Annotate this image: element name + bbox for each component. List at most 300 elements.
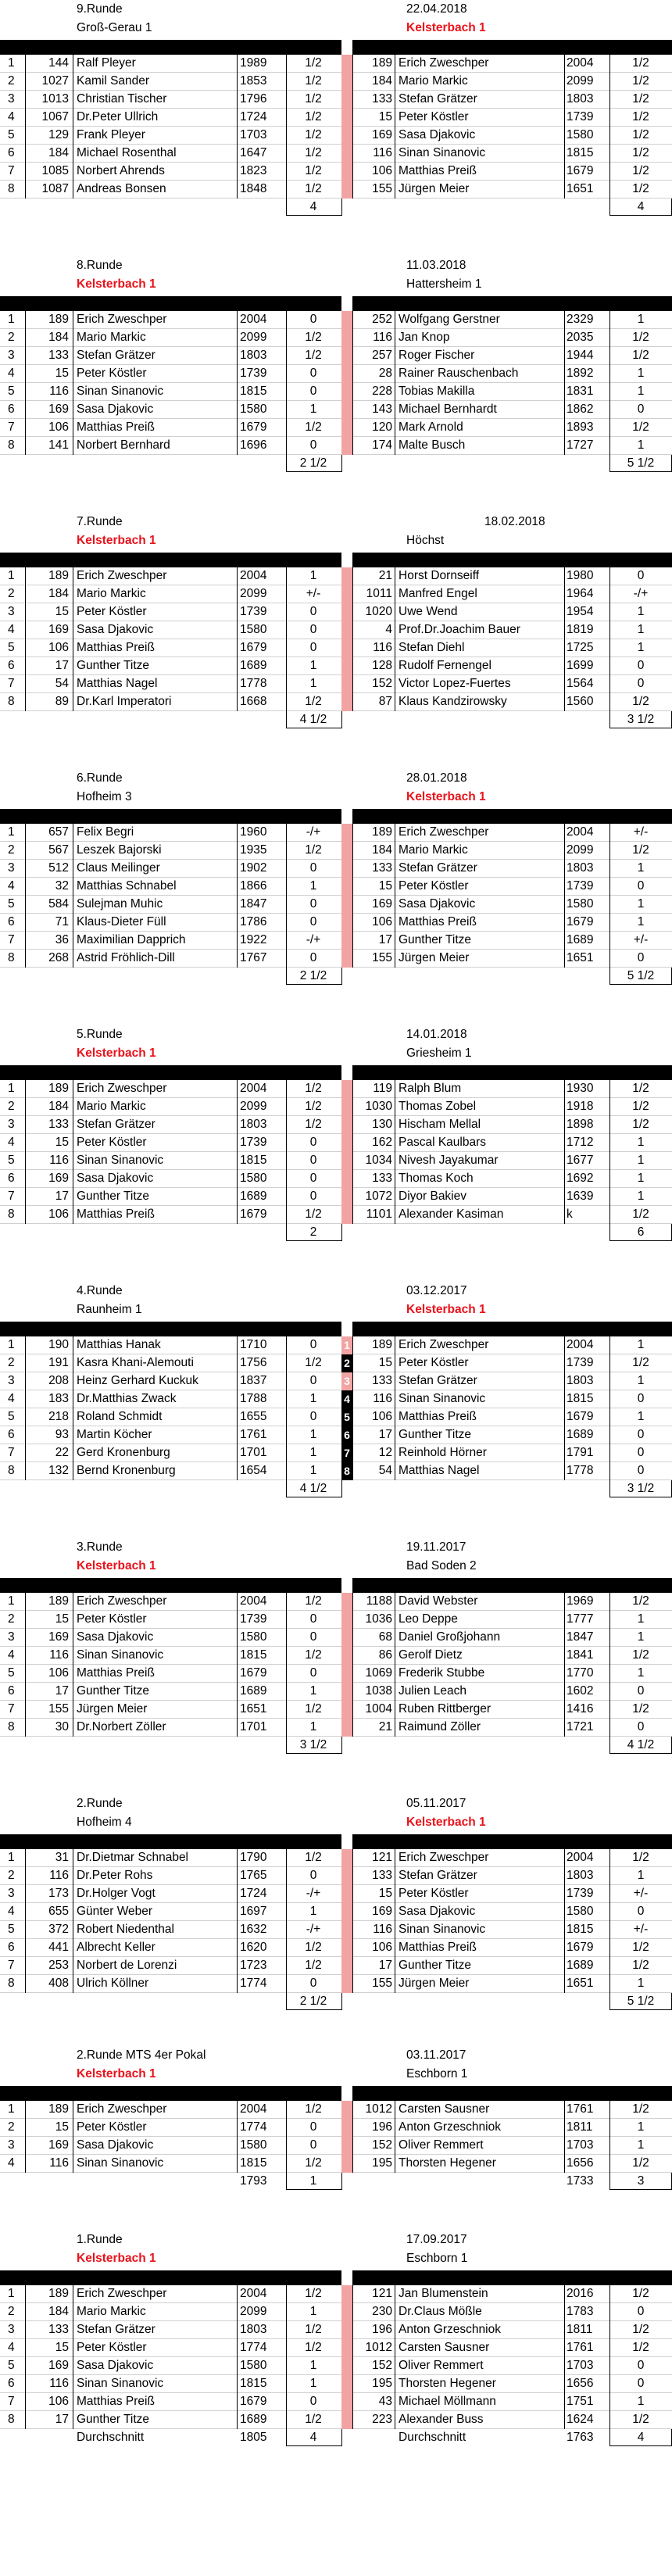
grid-line (609, 1975, 610, 1993)
grid-line (237, 1867, 238, 1885)
grid-line (286, 639, 287, 657)
player-id: 169 (48, 623, 69, 636)
grid-line (237, 1701, 238, 1719)
board-separator (341, 1719, 352, 1737)
grid-line (237, 437, 238, 455)
grid-line (564, 1921, 565, 1939)
player-result: 1/2 (305, 1208, 322, 1221)
opponent-result: 1/2 (632, 164, 649, 177)
board-separator (341, 127, 352, 145)
board-separator (341, 1939, 352, 1957)
grid-line (237, 1116, 238, 1134)
player-rating: 2004 (240, 313, 267, 326)
player-id: 184 (48, 1100, 69, 1113)
opponent-result: 1 (637, 1612, 645, 1626)
grid-line (609, 329, 610, 347)
opponent-name: Daniel Großjohann (399, 1630, 501, 1644)
board-number: 6 (8, 146, 15, 159)
table-row (0, 1921, 672, 1939)
board-number: 4 (8, 110, 15, 123)
header-bar (0, 809, 672, 824)
opponent-rating: 1847 (567, 1630, 594, 1644)
player-name: Erich Zweschper (77, 313, 167, 326)
table-row (0, 91, 672, 109)
player-id: 191 (48, 1356, 69, 1369)
player-rating: 1620 (240, 1941, 267, 1954)
grid-line (237, 2393, 238, 2411)
grid-line (237, 1080, 238, 1098)
grid-line (25, 1426, 26, 1444)
player-result: 0 (309, 623, 317, 636)
opponent-id: 116 (373, 146, 392, 159)
player-result: 1 (309, 1428, 317, 1441)
board-separator (341, 914, 352, 932)
player-rating: 1790 (240, 1851, 267, 1864)
player-name: Dr.Norbert Zöller (77, 1720, 166, 1733)
away-total: 5 1/2 (627, 1995, 655, 2008)
grid-line (564, 1849, 565, 1867)
opponent-result: 1 (637, 1869, 645, 1882)
grid-line (564, 2155, 565, 2173)
match-date: 03.11.2017 (406, 2048, 466, 2062)
grid-line (564, 2339, 565, 2357)
player-id: 189 (48, 1082, 69, 1095)
grid-line (564, 1152, 565, 1170)
grid-line (609, 401, 610, 419)
opponent-result: 1 (637, 1136, 645, 1149)
opponent-result: 1 (637, 438, 645, 452)
away-total: 5 1/2 (627, 456, 655, 470)
opponent-name: Nivesh Jayakumar (399, 1154, 499, 1167)
grid-line (237, 1408, 238, 1426)
player-name: Matthias Preiß (77, 1666, 155, 1680)
grid-line (609, 2321, 610, 2339)
away-team: Kelsterbach 1 (406, 1303, 486, 1316)
opponent-rating: 1689 (567, 933, 594, 946)
player-name: Mario Markic (77, 331, 146, 344)
player-rating: 1701 (240, 1446, 267, 1459)
board-number: 7 (8, 2395, 15, 2408)
player-result: 1/2 (305, 2341, 322, 2354)
opponent-name: Erich Zweschper (399, 56, 489, 70)
grid-line (564, 914, 565, 932)
opponent-name: Sinan Sinanovic (399, 146, 486, 159)
teams-header (0, 531, 672, 550)
board-separator (341, 567, 352, 585)
board-number: 2 (8, 1869, 15, 1882)
board-separator (341, 1957, 352, 1975)
grid-line (237, 1903, 238, 1921)
totals-row (0, 1737, 672, 1754)
grid-line (564, 675, 565, 693)
opponent-id: 17 (378, 1959, 392, 1972)
player-name: Norbert de Lorenzi (77, 1959, 177, 1972)
opponent-result: 1/2 (632, 349, 649, 362)
player-rating: 1739 (240, 605, 267, 618)
player-result: 1/2 (305, 843, 322, 857)
grid-line (237, 2357, 238, 2375)
opponent-result: 1 (637, 1172, 645, 1185)
table-row (0, 1134, 672, 1152)
player-name: Matthias Preiß (77, 1208, 155, 1221)
player-id: 133 (48, 2323, 69, 2336)
header-bar (0, 2270, 672, 2285)
grid-line (564, 91, 565, 109)
player-name: Sasa Djakovic (77, 1172, 154, 1185)
grid-line (237, 824, 238, 842)
opponent-name: Anton Grzeschniok (399, 2323, 501, 2336)
totals-row (0, 1993, 672, 2010)
player-id: 169 (48, 2138, 69, 2152)
grid-line (564, 145, 565, 163)
opponent-rating: 1930 (567, 1082, 594, 1095)
header-bar (0, 40, 672, 55)
grid-line (25, 1849, 26, 1867)
table-row (0, 109, 672, 127)
opponent-result: 1/2 (632, 92, 649, 106)
grid-line (25, 2303, 26, 2321)
header-bar (0, 553, 672, 567)
grid-line (237, 1647, 238, 1665)
grid-line (25, 603, 26, 621)
grid-line (564, 127, 565, 145)
opponent-rating: 1739 (567, 879, 594, 893)
round-title: 2.Runde (77, 1797, 123, 1810)
player-rating: 1689 (240, 2413, 267, 2426)
player-result: 0 (309, 1630, 317, 1644)
board-separator (341, 1611, 352, 1629)
player-id: 1085 (41, 164, 69, 177)
away-team: Kelsterbach 1 (406, 790, 486, 803)
opponent-name: Horst Dornseiff (399, 569, 480, 582)
grid-line (237, 1665, 238, 1683)
player-id: 441 (48, 1941, 69, 1954)
player-result: 1/2 (305, 146, 322, 159)
grid-line (25, 2411, 26, 2429)
board-separator (341, 896, 352, 914)
grid-line (286, 567, 287, 585)
grid-line (286, 2137, 287, 2155)
player-rating: 1989 (240, 56, 267, 70)
opponent-result: 0 (637, 2305, 645, 2318)
round-header (0, 2046, 672, 2065)
grid-line (564, 639, 565, 657)
grid-line (25, 1080, 26, 1098)
player-name: Christian Tischer (77, 92, 167, 106)
opponent-name: Sasa Djakovic (399, 128, 476, 141)
board-number: 1 (8, 313, 15, 326)
opponent-rating: 1803 (567, 1374, 594, 1387)
opponent-result: 1 (637, 1666, 645, 1680)
grid-line (286, 824, 287, 842)
player-id: 169 (48, 1172, 69, 1185)
totals-row (0, 2429, 672, 2446)
grid-line (286, 914, 287, 932)
grid-line (237, 1336, 238, 1354)
away-total: 3 (637, 2174, 645, 2188)
player-name: Klaus-Dieter Füll (77, 915, 166, 928)
round-header (0, 1025, 672, 1044)
grid-line (25, 163, 26, 181)
board-separator: 3 (341, 1372, 352, 1390)
opponent-rating: 1918 (567, 1100, 594, 1113)
opponent-result: 0 (637, 569, 645, 582)
table-row (0, 1444, 672, 1462)
player-name: Dr.Matthias Zwack (77, 1392, 177, 1405)
board-number: 4 (8, 1905, 15, 1918)
match-date: 17.09.2017 (406, 2233, 467, 2246)
grid-line (25, 55, 26, 73)
player-result: 1/2 (305, 1594, 322, 1608)
player-result: 0 (309, 1410, 317, 1423)
grid-line (609, 1188, 610, 1206)
board-separator (341, 2339, 352, 2357)
grid-line (25, 693, 26, 711)
player-name: Sinan Sinanovic (77, 2377, 164, 2390)
player-result: 1/2 (305, 2102, 322, 2116)
teams-header (0, 1044, 672, 1063)
grid-line (609, 1957, 610, 1975)
opponent-result: 0 (637, 1684, 645, 1698)
grid-line (25, 567, 26, 585)
grid-line (25, 2321, 26, 2339)
round-spacer (0, 1754, 672, 1794)
grid-line (25, 347, 26, 365)
grid-line (25, 1336, 26, 1354)
away-total: 4 1/2 (627, 1738, 655, 1751)
grid-line (564, 1683, 565, 1701)
opponent-rating: 1862 (567, 402, 594, 416)
grid-line (609, 311, 610, 329)
board-separator: 7 (341, 1444, 352, 1462)
opponent-rating: 2004 (567, 825, 594, 839)
header-bar-gap (341, 2270, 352, 2285)
grid-line (286, 1116, 287, 1134)
opponent-id: 1030 (365, 1100, 392, 1113)
opponent-rating: 1624 (567, 2413, 594, 2426)
opponent-rating: 1416 (567, 1702, 594, 1716)
board-separator (341, 55, 352, 73)
board-separator (341, 1885, 352, 1903)
opponent-id: 1020 (365, 605, 392, 618)
board-separator (341, 163, 352, 181)
grid-line (25, 1098, 26, 1116)
player-rating: 1902 (240, 861, 267, 875)
home-total: 4 1/2 (299, 713, 327, 726)
grid-line (237, 91, 238, 109)
grid-line (609, 2303, 610, 2321)
player-result: +/- (306, 587, 321, 600)
player-result: 1/2 (305, 2413, 322, 2426)
player-id: 116 (49, 1648, 69, 1662)
grid-line (25, 91, 26, 109)
board-separator (341, 2101, 352, 2119)
player-id: 106 (48, 641, 69, 654)
grid-line (609, 603, 610, 621)
grid-line (286, 1939, 287, 1957)
header-bar-gap (341, 1065, 352, 1080)
player-name: Martin Köcher (77, 1428, 152, 1441)
grid-line (564, 2137, 565, 2155)
grid-line (286, 383, 287, 401)
grid-line (237, 2411, 238, 2429)
player-result: 1/2 (305, 92, 322, 106)
board-number: 6 (8, 402, 15, 416)
opponent-id: 195 (372, 2156, 392, 2170)
player-result: 0 (309, 2138, 317, 2152)
home-total: 2 (309, 1225, 317, 1239)
opponent-name: Jürgen Meier (399, 1977, 470, 1990)
grid-line (609, 1903, 610, 1921)
grid-line (237, 932, 238, 950)
grid-line (564, 163, 565, 181)
opponent-result: 1 (637, 1154, 645, 1167)
grid-line (609, 1629, 610, 1647)
round-spacer (0, 216, 672, 256)
match-date: 05.11.2017 (406, 1797, 466, 1810)
grid-line (609, 1372, 610, 1390)
grid-line (609, 419, 610, 437)
opponent-result: 1 (637, 861, 645, 875)
table-row (0, 2411, 672, 2429)
player-id: 584 (48, 897, 69, 911)
board-number: 7 (8, 677, 15, 690)
player-name: Peter Köstler (77, 1136, 147, 1149)
opponent-name: Leo Deppe (399, 1612, 458, 1626)
header-bar-gap (341, 2086, 352, 2101)
grid-line (609, 1462, 610, 1480)
home-team: Raunheim 1 (77, 1303, 142, 1316)
grid-line (286, 1611, 287, 1629)
table-row (0, 2285, 672, 2303)
opponent-rating: 1703 (567, 2359, 594, 2372)
player-rating: 1803 (240, 2323, 267, 2336)
board-number: 3 (8, 1118, 15, 1131)
table-row (0, 693, 672, 711)
opponent-rating: 1815 (567, 146, 594, 159)
opponent-name: Klaus Kandzirowsky (399, 695, 507, 708)
board-number: 8 (8, 182, 15, 195)
board-number: 8 (8, 438, 15, 452)
grid-line (25, 914, 26, 932)
grid-line (564, 347, 565, 365)
player-id: 408 (48, 1977, 69, 1990)
player-result: 1/2 (305, 1356, 322, 1369)
board-number: 7 (8, 420, 15, 434)
grid-line (564, 1354, 565, 1372)
opponent-id: 68 (378, 1630, 392, 1644)
grid-line (609, 2357, 610, 2375)
table-row (0, 1408, 672, 1426)
opponent-name: Rainer Rauschenbach (399, 367, 519, 380)
totals-row (0, 199, 672, 216)
board-separator (341, 1665, 352, 1683)
grid-line (25, 860, 26, 878)
player-rating: 1815 (240, 1648, 267, 1662)
opponent-result: 0 (637, 2359, 645, 2372)
grid-line (609, 878, 610, 896)
round-block (0, 1282, 672, 1497)
player-name: Gerd Kronenburg (77, 1446, 170, 1459)
player-rating: 1632 (240, 1923, 267, 1936)
board-separator (341, 1134, 352, 1152)
grid-line (609, 2101, 610, 2119)
grid-line (25, 621, 26, 639)
player-name: Erich Zweschper (77, 2287, 167, 2300)
board-number: 6 (8, 659, 15, 672)
board-number: 5 (8, 2359, 15, 2372)
player-result: 0 (309, 1374, 317, 1387)
table-row (0, 639, 672, 657)
grid-line (286, 1390, 287, 1408)
player-id: 106 (48, 420, 69, 434)
table-row (0, 1426, 672, 1444)
home-team: Kelsterbach 1 (77, 277, 156, 291)
board-number: 1 (8, 825, 15, 839)
player-result: 1 (309, 402, 317, 416)
round-title: 8.Runde (77, 259, 123, 272)
grid-line (237, 842, 238, 860)
round-block (0, 2046, 672, 2190)
board-number: 4 (8, 879, 15, 893)
opponent-result: 1/2 (632, 1648, 649, 1662)
match-date: 14.01.2018 (406, 1028, 467, 1041)
opponent-rating: 1739 (567, 110, 594, 123)
player-result: 0 (309, 1666, 317, 1680)
player-rating: 1837 (240, 1374, 267, 1387)
player-result: 0 (309, 367, 317, 380)
opponent-id: 184 (372, 74, 392, 88)
average-rating: 1793 (240, 2174, 267, 2188)
player-id: 141 (48, 438, 69, 452)
board-separator (341, 950, 352, 968)
player-rating: 1756 (240, 1356, 267, 1369)
away-total: 3 1/2 (627, 713, 655, 726)
board-number: 2 (8, 331, 15, 344)
table-row (0, 860, 672, 878)
grid-line (564, 1611, 565, 1629)
grid-line (564, 1206, 565, 1224)
player-id: 512 (48, 861, 69, 875)
player-name: Dr.Dietmar Schnabel (77, 1851, 189, 1864)
round-title: 4.Runde (77, 1284, 123, 1297)
table-row (0, 585, 672, 603)
player-result: 0 (309, 641, 317, 654)
grid-line (25, 109, 26, 127)
opponent-rating: 2099 (567, 74, 594, 88)
opponent-result: 1 (637, 2395, 645, 2408)
player-result: 1 (309, 879, 317, 893)
player-id: 268 (48, 951, 69, 964)
home-total: 2 1/2 (299, 456, 327, 470)
grid-line (609, 1134, 610, 1152)
player-name: Gunther Titze (77, 2413, 150, 2426)
opponent-rating: 1689 (567, 1959, 594, 1972)
opponent-name: Gunther Titze (399, 933, 472, 946)
player-result: 1/2 (305, 331, 322, 344)
player-result: 1/2 (305, 695, 322, 708)
home-team: Kelsterbach 1 (77, 534, 156, 547)
player-id: 15 (55, 2341, 69, 2354)
opponent-result: 1 (637, 605, 645, 618)
board-number: 3 (8, 2323, 15, 2336)
opponent-result: 1 (637, 641, 645, 654)
header-bar-gap (341, 1834, 352, 1849)
grid-line (25, 1939, 26, 1957)
away-team: Kelsterbach 1 (406, 21, 486, 34)
board-number: 2 (8, 74, 15, 88)
home-total: 2 1/2 (299, 969, 327, 982)
